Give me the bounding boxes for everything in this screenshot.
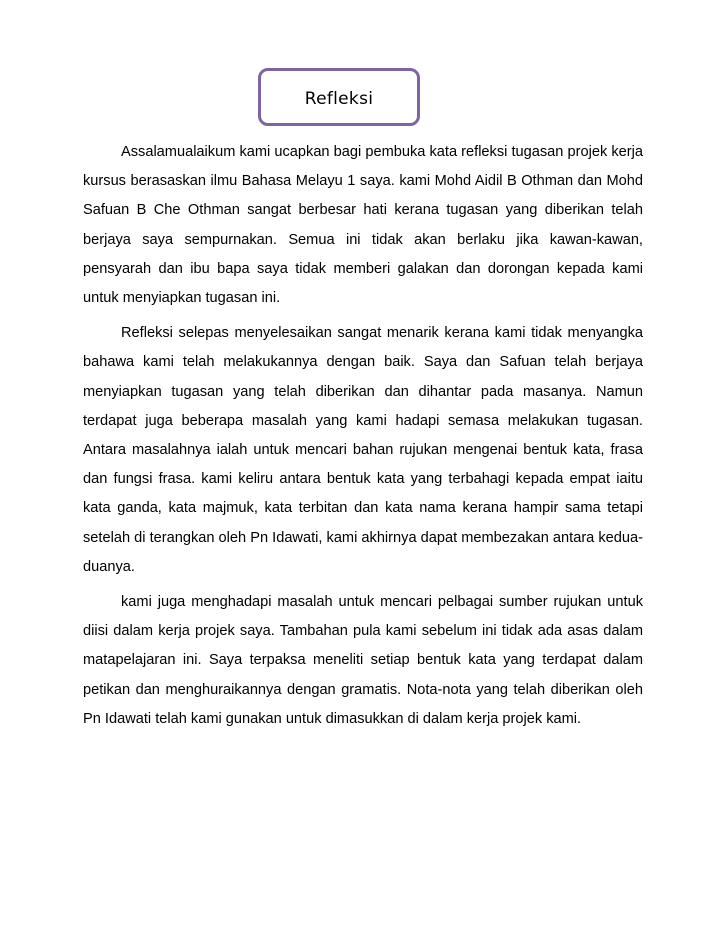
page-title: Refleksi [304, 89, 374, 109]
title-box [258, 68, 420, 126]
paragraph-2: Refleksi selepas menyelesaikan sangat menarik kerana kami tidak menyangka bahawa kami telah melakukannya dengan baik. Saya dan Safuan telah berjaya menyiapkan tugasan yang telah diberikan dan dihantar pada masanya. Namun terdapat juga beberapa masalah yang kami hadapi semasa melakukan tugasan. Antara masalahnya ialah untuk mencari bahan rujukan mengenai bentuk kata, frasa dan fungsi frasa. kami keliru antara bentuk kata yang terbahagi kepada empat iaitu kata ganda, kata majmuk, kata terbitan dan kata nama kerana hampir sama tetapi setelah di terangkan oleh Pn Idawati, kami akhirnya dapat membezakan antara kedua-duanya. [83, 325, 643, 575]
paragraph-1: Assalamualaikum kami ucapkan bagi pembuka kata refleksi tugasan projek kerja kursus berasaskan ilmu Bahasa Melayu 1 saya. kami Mohd Aidil B Othman dan Mohd Safuan B Che Othman sangat berbesar hati kerana tugasan yang diberikan telah berjaya saya sempurnakan. Semua ini tidak akan berlaku jika kawan-kawan, pensyarah dan ibu bapa saya tidak memberi galakan dan dorongan kepada kami untuk menyiapkan tugasan ini. [83, 144, 643, 307]
body-text [83, 138, 643, 734]
paragraph-3: kami juga menghadapi masalah untuk mencari pelbagai sumber rujukan untuk diisi dalam kerja projek saya. Tambahan pula kami sebelum ini tidak ada asas dalam matapelajaran ini. Saya terpaksa meneliti setiap bentuk kata yang terdapat dalam petikan dan menghuraikannya dengan gramatis. Nota-nota yang telah diberikan oleh Pn Idawati telah kami gunakan untuk dimasukkan di dalam kerja projek kami. [83, 594, 643, 727]
